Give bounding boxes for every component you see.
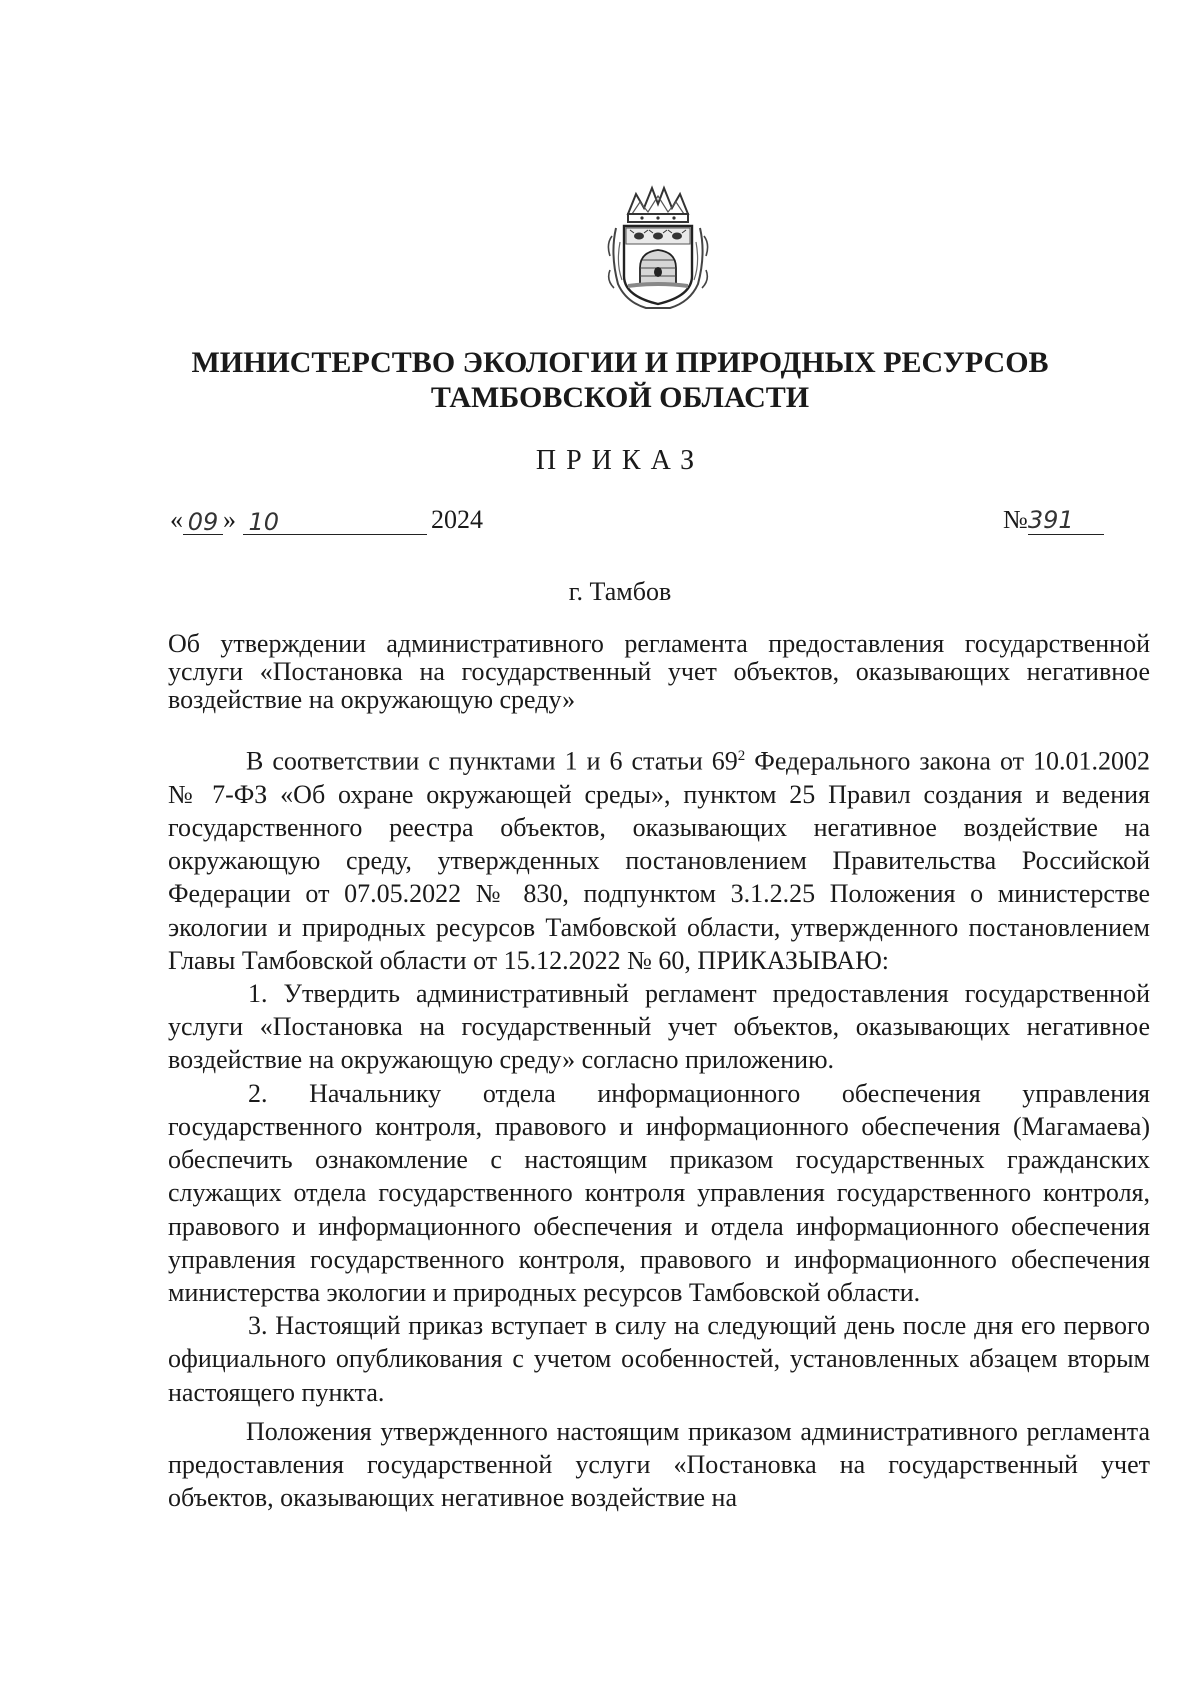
preamble-paragraph: В соответствии с пунктами 1 и 6 статьи $69^2$ Федерального закона от 10.01.2002 № 7-ФЗ «Об охране окружающей среды», пунктом 25 Правил создания и ведения государственного реестра объектов, оказывающих негативное воздействие на окружающую среду, утвержденных постановлением Правительства Российской Федерации от 07.05.2022 № 830, подпунктом 3.1.2.25 Положения о министерстве экологии и природных ресурсов Тамбовской области, утвержденного постановлением Главы Тамбовской области от 15.12.2022 № 60, ПРИКАЗЫВАЮ: — [168, 746, 1150, 975]
order-number — [1003, 505, 1104, 535]
ministry-name — [160, 345, 1080, 415]
doc-type-title: ПРИКАЗ — [535, 445, 705, 476]
date-day: 09 — [183, 508, 223, 535]
city: г. Тамбов — [568, 577, 672, 606]
item-2: 2. Начальнику отдела информационного обеспечения управления государственного контроля, правового и информационного обеспечения (Магамаева) обеспечить ознакомление с настоящим приказом государственных гражданских служащих отдела государственного контроля управления государственного контроля, правового и информационного обеспечения и отдела информационного обеспечения управления государственного контроля, правового и информационного обеспечения министерства экологии и природных ресурсов Тамбовской области. — [168, 1078, 1150, 1307]
date-year: 2024 — [431, 505, 483, 534]
item-3-paragraph-2: Положения утвержденного настоящим приказом административного регламента предоставления государственной услуги «Постановка на государственный учет объектов, оказывающих негативное воздействие на — [168, 1416, 1150, 1513]
ministry-line-1: МИНИСТЕРСТВО ЭКОЛОГИИ И ПРИРОДНЫХ РЕСУРСОВ — [191, 346, 1049, 379]
ministry-line-2: ТАМБОВСКОЙ ОБЛАСТИ — [430, 381, 810, 414]
tambov-coat-of-arms-icon — [606, 184, 710, 314]
item-1: 1. Утвердить административный регламент предоставления государственной услуги «Постановка на государственный учет объектов, оказывающих негативное воздействие на окружающую среду» согласно приложению. — [168, 979, 1150, 1075]
date-month: 10 — [243, 508, 427, 535]
order-title: Об утверждении административного регламента предоставления государственной услуги «Постановка на государственный учет объектов, оказывающих негативное воздействие на окружающую среду» — [168, 629, 1150, 714]
number-value: 391 — [1028, 506, 1104, 535]
order-body — [168, 740, 1150, 1514]
number-prefix: № — [1003, 505, 1028, 534]
order-date: « 09 » 10 — [170, 505, 427, 539]
article-superscript: 2 — [737, 748, 746, 764]
item-3: 3. Настоящий приказ вступает в силу на следующий день после дня его первого официального опубликования с учетом особенностей, установленных абзацем вторым настоящего пункта. — [168, 1311, 1150, 1407]
